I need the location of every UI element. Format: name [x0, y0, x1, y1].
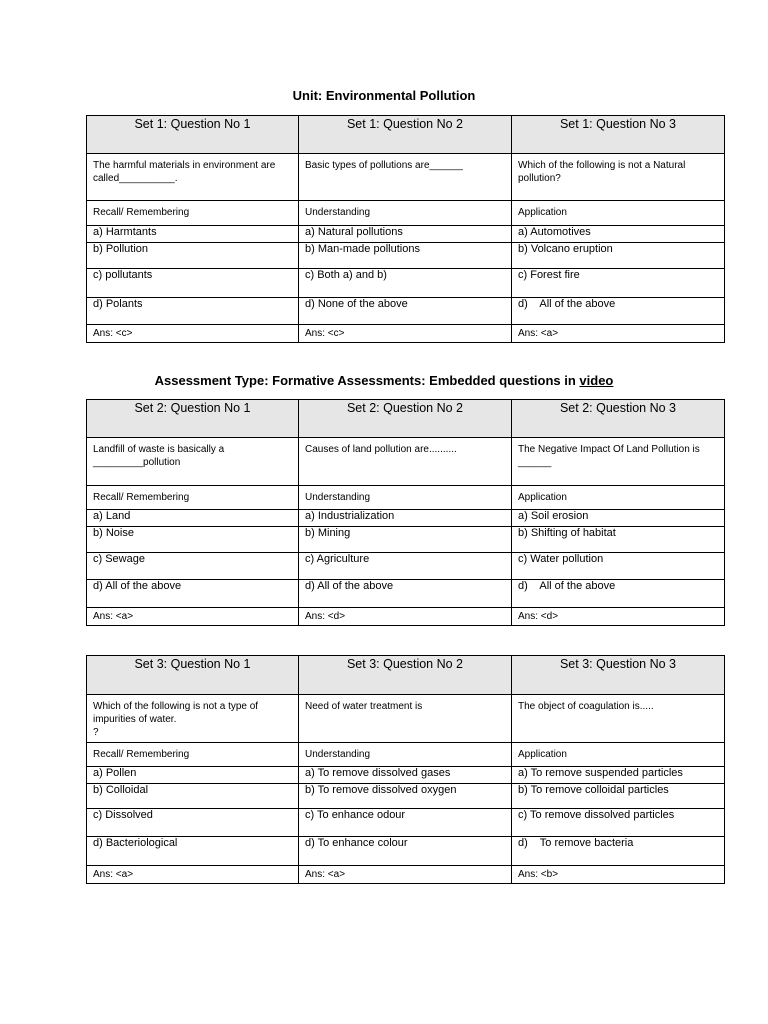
set2-option-d-q3: d) All of the above — [512, 580, 725, 608]
set1-answer-q1: Ans: <c> — [87, 325, 299, 343]
set1-answer-q2: Ans: <c> — [299, 325, 512, 343]
set3-level-q2: Understanding — [299, 743, 512, 767]
assessment-type-text: Assessment Type: Formative Assessments: Embedded questions in — [154, 373, 580, 388]
set1-option-a-q2: a) Natural pollutions — [299, 226, 512, 243]
set2-option-d-q1: d) All of the above — [87, 580, 299, 608]
set2-option-a-q1: a) Land — [87, 510, 299, 527]
set1-level-q2: Understanding — [299, 201, 512, 226]
set2-option-c-q2: c) Agriculture — [299, 553, 512, 580]
set2-option-b-q2: b) Mining — [299, 527, 512, 553]
assessment-type-video-link: video — [579, 373, 614, 388]
set3-option-a-q1: a) Pollen — [87, 767, 299, 784]
set3-option-a-q2: a) To remove dissolved gases — [299, 767, 512, 784]
set1-option-d-q3: d) All of the above — [512, 298, 725, 325]
set1-header-q2: Set 1: Question No 2 — [299, 116, 512, 154]
set3-option-c-q2: c) To enhance odour — [299, 809, 512, 837]
set2-header-q1: Set 2: Question No 1 — [87, 400, 299, 438]
question-set-2-table — [86, 399, 725, 626]
set1-level-q3: Application — [512, 201, 725, 226]
set2-option-b-q3: b) Shifting of habitat — [512, 527, 725, 553]
set1-option-c-q1: c) pollutants — [87, 269, 299, 298]
set3-option-c-q1: c) Dissolved — [87, 809, 299, 837]
set2-option-c-q1: c) Sewage — [87, 553, 299, 580]
set2-header-q3: Set 2: Question No 3 — [512, 400, 725, 438]
question-set-3-table — [86, 655, 725, 884]
set2-question-q3: The Negative Impact Of Land Pollution is ______ — [512, 438, 725, 486]
set3-option-d-q2: d) To enhance colour — [299, 837, 512, 866]
set3-option-b-q3: b) To remove colloidal particles — [512, 784, 725, 809]
set3-option-a-q3: a) To remove suspended particles — [512, 767, 725, 784]
set1-option-d-q1: d) Polants — [87, 298, 299, 325]
set3-option-d-q1: d) Bacteriological — [87, 837, 299, 866]
set1-option-d-q2: d) None of the above — [299, 298, 512, 325]
set2-answer-q3: Ans: <d> — [512, 608, 725, 626]
set3-answer-q3: Ans: <b> — [512, 866, 725, 884]
set1-option-a-q3: a) Automotives — [512, 226, 725, 243]
set1-answer-q3: Ans: <a> — [512, 325, 725, 343]
set1-option-c-q2: c) Both a) and b) — [299, 269, 512, 298]
set2-level-q2: Understanding — [299, 486, 512, 510]
set1-option-a-q1: a) Harmtants — [87, 226, 299, 243]
set1-option-b-q3: b) Volcano eruption — [512, 243, 725, 269]
set2-option-b-q1: b) Noise — [87, 527, 299, 553]
set3-question-q1: Which of the following is not a type of impurities of water. ? — [87, 695, 299, 743]
set1-level-q1: Recall/ Remembering — [87, 201, 299, 226]
set3-option-b-q2: b) To remove dissolved oxygen — [299, 784, 512, 809]
set1-option-c-q3: c) Forest fire — [512, 269, 725, 298]
set1-option-b-q2: b) Man-made pollutions — [299, 243, 512, 269]
set1-question-q2: Basic types of pollutions are______ — [299, 154, 512, 201]
set3-header-q1: Set 3: Question No 1 — [87, 656, 299, 695]
assessment-type-title — [0, 373, 768, 388]
question-set-1-table — [86, 115, 725, 343]
set3-option-c-q3: c) To remove dissolved particles — [512, 809, 725, 837]
set3-level-q3: Application — [512, 743, 725, 767]
set2-level-q1: Recall/ Remembering — [87, 486, 299, 510]
set2-question-q1: Landfill of waste is basically a _________pollution — [87, 438, 299, 486]
set2-answer-q1: Ans: <a> — [87, 608, 299, 626]
set1-header-q1: Set 1: Question No 1 — [87, 116, 299, 154]
set3-level-q1: Recall/ Remembering — [87, 743, 299, 767]
set1-option-b-q1: b) Pollution — [87, 243, 299, 269]
set2-header-q2: Set 2: Question No 2 — [299, 400, 512, 438]
set1-question-q3: Which of the following is not a Natural pollution? — [512, 154, 725, 201]
set3-question-q3: The object of coagulation is..... — [512, 695, 725, 743]
set1-header-q3: Set 1: Question No 3 — [512, 116, 725, 154]
set3-question-q2: Need of water treatment is — [299, 695, 512, 743]
set2-option-a-q3: a) Soil erosion — [512, 510, 725, 527]
set1-question-q1: The harmful materials in environment are called__________. — [87, 154, 299, 201]
set3-answer-q1: Ans: <a> — [87, 866, 299, 884]
set3-option-b-q1: b) Colloidal — [87, 784, 299, 809]
set3-header-q3: Set 3: Question No 3 — [512, 656, 725, 695]
set2-option-a-q2: a) Industrialization — [299, 510, 512, 527]
set2-answer-q2: Ans: <d> — [299, 608, 512, 626]
set3-option-d-q3: d) To remove bacteria — [512, 837, 725, 866]
set2-option-d-q2: d) All of the above — [299, 580, 512, 608]
set3-answer-q2: Ans: <a> — [299, 866, 512, 884]
set2-option-c-q3: c) Water pollution — [512, 553, 725, 580]
set2-question-q2: Causes of land pollution are.......... — [299, 438, 512, 486]
set2-level-q3: Application — [512, 486, 725, 510]
unit-title: Unit: Environmental Pollution — [292, 88, 476, 103]
set3-header-q2: Set 3: Question No 2 — [299, 656, 512, 695]
